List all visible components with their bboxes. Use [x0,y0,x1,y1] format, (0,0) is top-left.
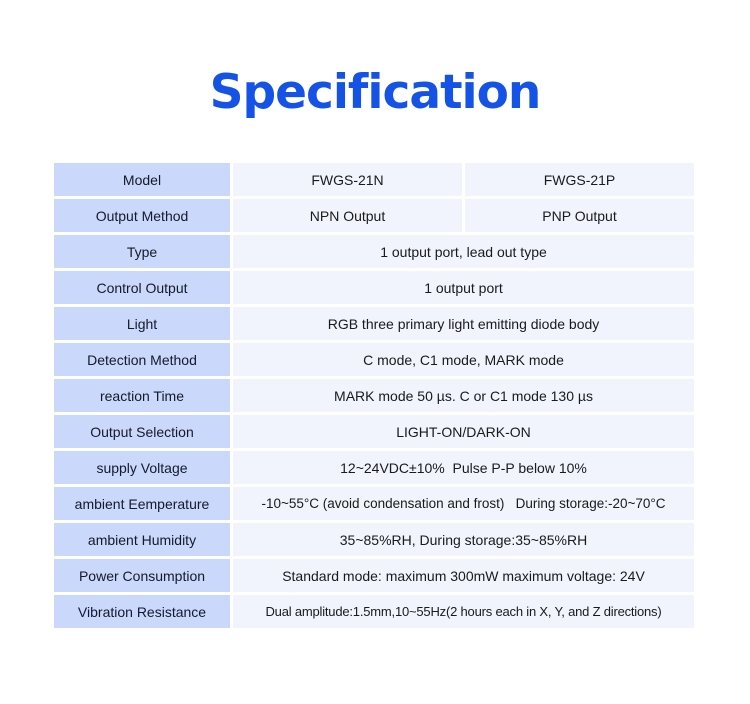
spec-row-light [54,307,694,340]
spec-row-control-output [54,271,694,304]
spec-label: Control Output [54,271,230,304]
spec-value: FWGS-21P [465,163,694,196]
spec-row-supply-voltage [54,451,694,484]
spec-label: Type [54,235,230,268]
spec-row-ambient-humidity [54,523,694,556]
spec-label: Output Selection [54,415,230,448]
spec-label: Light [54,307,230,340]
spec-value: 1 output port, lead out type [233,235,694,268]
spec-table [54,163,694,631]
spec-value: PNP Output [465,199,694,232]
spec-value: Dual amplitude:1.5mm,10~55Hz(2 hours each in X, Y, and Z directions) [233,595,694,628]
spec-row-reaction-time [54,379,694,412]
spec-label: supply Voltage [54,451,230,484]
spec-label: Output Method [54,199,230,232]
spec-row-model [54,163,694,196]
spec-value: RGB three primary light emitting diode body [233,307,694,340]
spec-label: ambient Eemperature [54,487,230,520]
spec-row-vibration-resistance [54,595,694,628]
spec-row-type [54,235,694,268]
spec-value: 35~85%RH, During storage:35~85%RH [233,523,694,556]
spec-value: 1 output port [233,271,694,304]
spec-row-output-selection [54,415,694,448]
spec-value: MARK mode 50 µs. C or C1 mode 130 µs [233,379,694,412]
spec-label: Vibration Resistance [54,595,230,628]
spec-row-detection-method [54,343,694,376]
spec-value: C mode, C1 mode, MARK mode [233,343,694,376]
spec-value: -10~55°C (avoid condensation and frost) During storage:-20~70°C [233,487,694,520]
spec-value: 12~24VDC±10% Pulse P-P below 10% [233,451,694,484]
spec-label: Detection Method [54,343,230,376]
spec-label: reaction Time [54,379,230,412]
page-title: Specification [209,65,541,120]
spec-label: ambient Humidity [54,523,230,556]
spec-value: LIGHT-ON/DARK-ON [233,415,694,448]
spec-row-power-consumption [54,559,694,592]
spec-label: Model [54,163,230,196]
spec-value: FWGS-21N [233,163,462,196]
spec-label: Power Consumption [54,559,230,592]
spec-row-output-method [54,199,694,232]
spec-row-ambient-temperature [54,487,694,520]
spec-value: Standard mode: maximum 300mW maximum voltage: 24V [233,559,694,592]
spec-value: NPN Output [233,199,462,232]
